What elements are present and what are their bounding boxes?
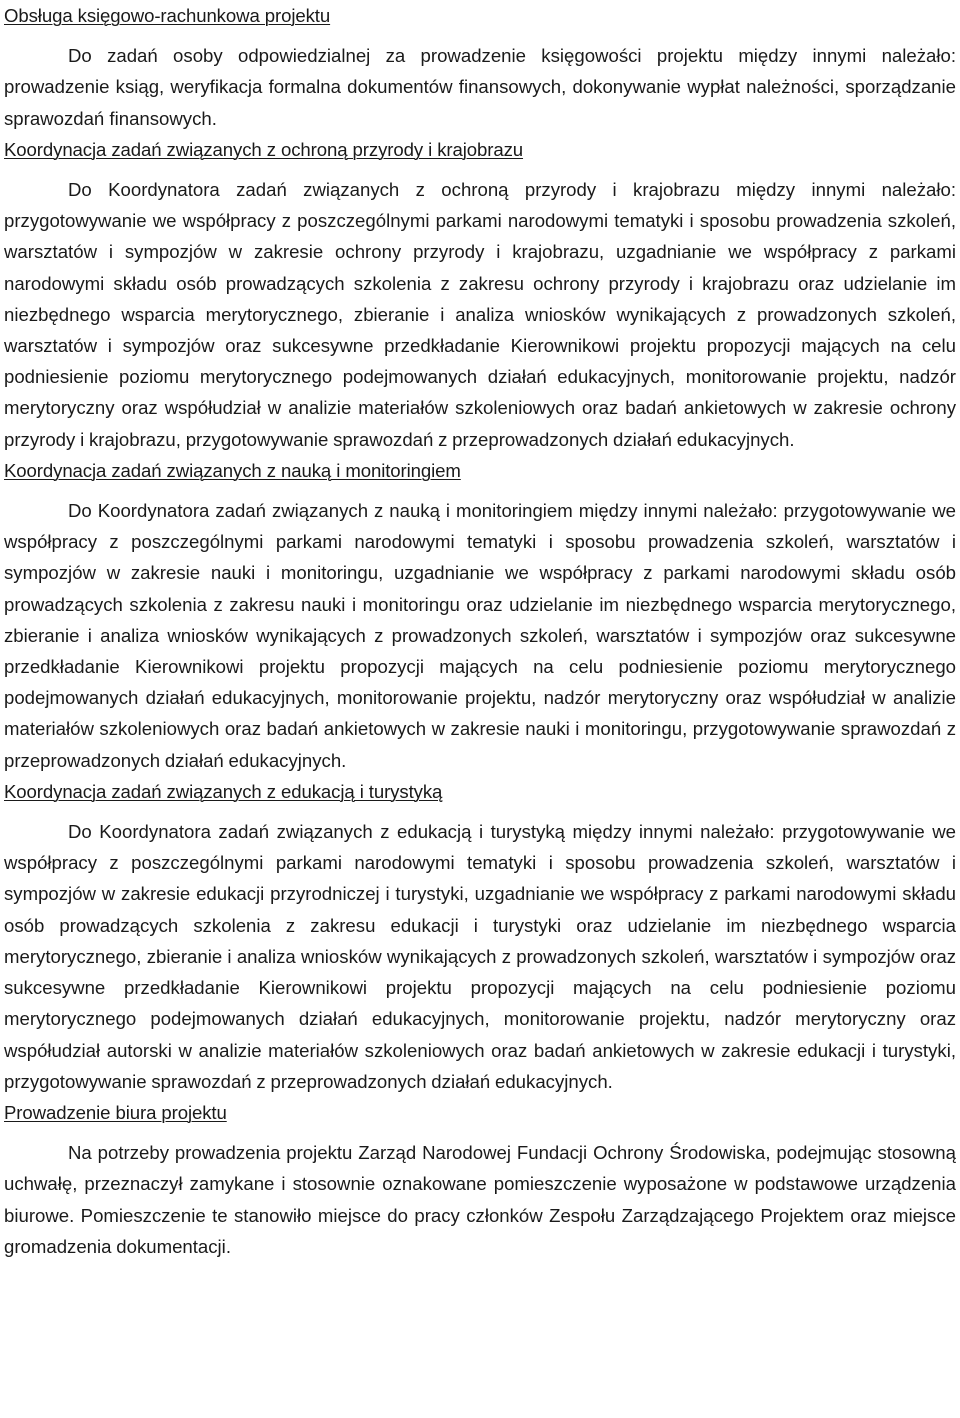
section-heading-nature-protection: Koordynacja zadań związanych z ochroną przyrody i krajobrazu bbox=[4, 138, 524, 160]
section-project-office bbox=[4, 1097, 956, 1262]
section-body-project-office: Na potrzeby prowadzenia projektu Zarząd Narodowej Fundacji Ochrony Środowiska, podejmując stosowną uchwałę, przeznaczył zamykane i stosownie oznakowane pomieszczenie wyposażone w podstawowe urządzenia biurowe. Pomieszczenie te stanowiło miejsce do pracy członków Zespołu Zarządzającego Projektem oraz miejsce gromadzenia dokumentacji. bbox=[4, 1142, 956, 1257]
section-heading-accounting: Obsługa księgowo-rachunkowa projektu bbox=[4, 5, 331, 26]
section-body-accounting: Do zadań osoby odpowiedzialnej za prowadzenie księgowości projektu między innymi należało: prowadzenie ksiąg, weryfikacja formalna dokumentów finansowych, dokonywanie wypłat należności, sporządzanie sprawozdań finansowych. bbox=[4, 45, 956, 129]
section-science-monitoring bbox=[4, 455, 956, 776]
section-body-education-tourism: Do Koordynatora zadań związanych z edukacją i turystyką między innymi należało: przygotowywanie we współpracy z poszczególnymi parkami narodowymi tematyki i sposobu prowadzenia szkoleń, warsztatów i sympozjów w zakresie edukacji przyrodniczej i turystyki, uzgadnianie we współpracy z parkami narodowymi składu osób prowadzących szkolenia z zakresu edukacji i turystyki oraz udzielanie im niezbędnego wsparcia merytorycznego, zbieranie i analiza wniosków wynikających z prowadzonych szkoleń, warsztatów i sympozjów oraz sukcesywne przedkładanie Kierownikowi projektu propozycji mających na celu podniesienie poziomu merytorycznego podejmowanych działań edukacyjnych, monitorowanie projektu, nadzór merytoryczny oraz współudział autorski w analizie materiałów szkoleniowych oraz badań ankietowych w zakresie edukacji i turystyki, przygotowywanie sprawozdań z przeprowadzonych działań edukacyjnych. bbox=[4, 821, 956, 1092]
section-body-nature-protection: Do Koordynatora zadań związanych z ochroną przyrody i krajobrazu między innymi należało: przygotowywanie we współpracy z poszczególnymi parkami narodowymi tematyki i sposobu prowadzenia szkoleń, warsztatów i sympozjów w zakresie ochrony przyrody i krajobrazu, uzgadnianie we współpracy z parkami narodowymi składu osób prowadzących szkolenia z zakresu ochrony przyrody i krajobrazu oraz udzielanie im niezbędnego wsparcia merytorycznego, zbieranie i analiza wniosków wynikających z prowadzonych szkoleń, warsztatów i sympozjów oraz sukcesywne przedkładanie Kierownikowi projektu propozycji mających na celu podniesienie poziomu merytorycznego podejmowanych działań edukacyjnych, monitorowanie projektu, nadzór merytoryczny oraz współudział w analizie materiałów szkoleniowych oraz badań ankietowych w zakresie ochrony przyrody i krajobrazu, przygotowywanie sprawozdań z przeprowadzonych działań edukacyjnych. bbox=[4, 179, 956, 450]
section-education-tourism bbox=[4, 776, 956, 1097]
section-accounting bbox=[4, 0, 956, 134]
section-heading-education-tourism: Koordynacja zadań związanych z edukacją i turystyką bbox=[4, 780, 443, 802]
section-heading-project-office: Prowadzenie biura projektu bbox=[4, 1101, 227, 1123]
section-body-science-monitoring: Do Koordynatora zadań związanych z nauką i monitoringiem między innymi należało: przygotowywanie we współpracy z poszczególnymi parkami narodowymi tematyki i sposobu prowadzenia szkoleń, warsztatów i sympozjów w zakresie nauki i monitoringu, uzgadnianie we współpracy z parkami narodowymi składu osób prowadzących szkolenia z zakresu nauki i monitoringu oraz udzielanie im niezbędnego wsparcia merytorycznego, zbieranie i analiza wniosków wynikających z prowadzonych szkoleń, warsztatów i sympozjów oraz sukcesywne przedkładanie Kierownikowi projektu propozycji mających na celu podniesienie poziomu merytorycznego podejmowanych działań edukacyjnych, monitorowanie projektu, nadzór merytoryczny oraz współudział w analizie materiałów szkoleniowych oraz badań ankietowych w zakresie nauki i monitoringu, przygotowywanie sprawozdań z przeprowadzonych działań edukacyjnych. bbox=[4, 500, 956, 771]
section-heading-science-monitoring: Koordynacja zadań związanych z nauką i monitoringiem bbox=[4, 459, 461, 481]
section-nature-protection bbox=[4, 134, 956, 455]
